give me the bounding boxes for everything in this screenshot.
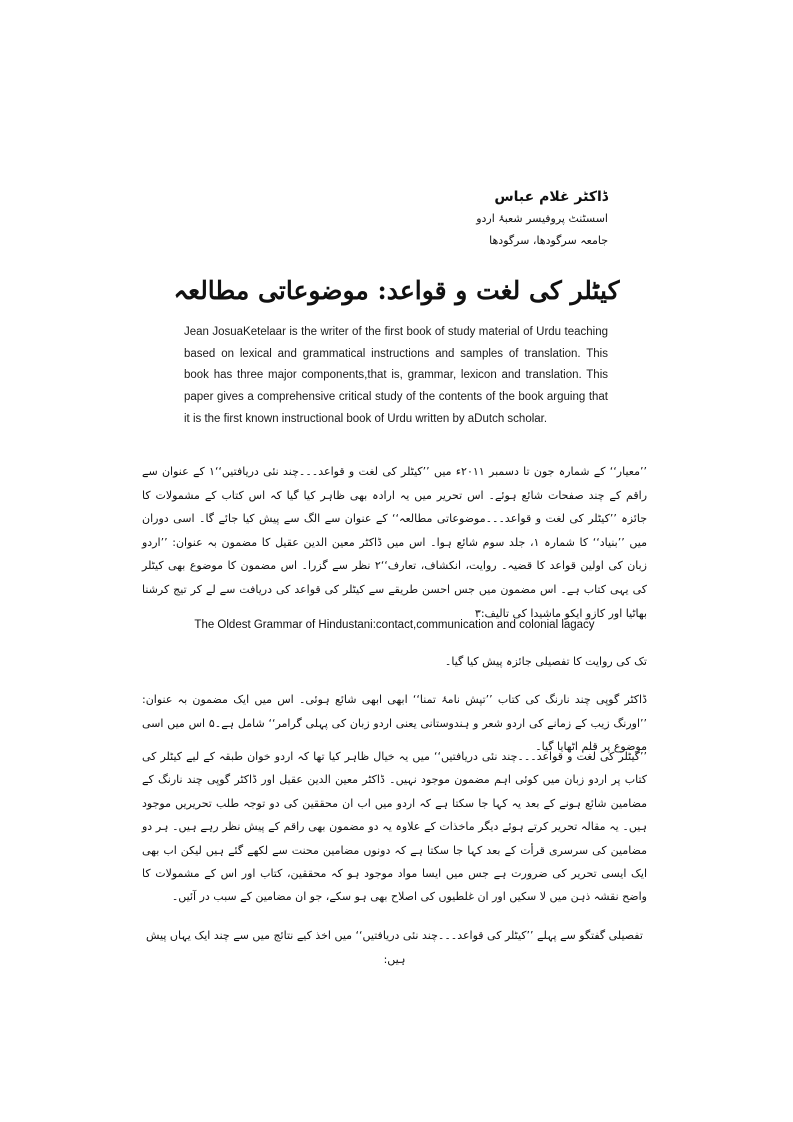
author-block [308, 186, 608, 252]
body-paragraph-5: تفصیلی گفتگو سے پہلے ’’کیٹلر کی قواعد۔۔۔چند نئی دریافتیں‘‘ میں اخذ کیے نتائج میں سے چند ایک یہاں پیش ہیں: [146, 929, 643, 966]
english-book-title: The Oldest Grammar of Hindustani:contact,communication and colonial lagacy [194, 619, 595, 631]
body-paragraph-3: ڈاکٹر گوپی چند نارنگ کی کتاب ’’تپش نامۂ تمنا‘‘ ابھی ابھی شائع ہوئی۔ اس میں ایک مضمون بہ عنوان: ’’اورنگ زیب کے زمانے کی اردو شعر و ہندوستانی یعنی اردو زبان کی پہلی گرامر‘‘ شامل ہے۔۵ اس میں اسی موضوع پر قلم اٹھایا گیا۔ [142, 693, 647, 754]
author-designation: اسسٹنٹ پروفیسر شعبۂ اردو [476, 212, 608, 225]
paper-title: کیٹلر کی لغت و قواعد: موضوعاتی مطالعہ [173, 276, 620, 305]
body-paragraph-4: ’’کیٹلر کی لغت و قواعد۔۔۔چند نئی دریافتیں‘‘ میں یہ خیال ظاہر کیا تھا کہ اردو خوان طبقہ کے لیے کیٹلر کی کتاب پر اردو زبان میں کوئی اہم مضمون موجود نہیں۔ ڈاکٹر معین الدین عقیل اور ڈاکٹر گوپی چند نارنگ کے مضامین شائع ہونے کے بعد یہ کہا جا سکتا ہے کہ اردو میں اب ان محققین کی دو توجہ طلب تحریریں موجود ہیں۔ یہ مقالہ تحریر کرتے ہوئے دیگر ماخذات کے علاوہ یہ دو مضمون بھی راقم کے پیش نظر رہے ہیں۔ ہر دو مضامین کی سرسری قرأت کے بعد کہا جا سکتا ہے کہ دونوں مضامین محنت سے لکھے گئے ہیں لیکن اب بھی ایک ایسی تحریر کی ضرورت ہے جس میں ایسا مواد موجود ہو کہ محققین، کتاب اور اس کے مشمولات کا واضح نقشہ ذہن میں لا سکیں اور ان غلطیوں کی اصلاح بھی ہو سکے، جو ان مضامین کے سبب در آئیں۔ [142, 750, 647, 904]
body-paragraph-1: ’’معیار‘‘ کے شمارہ جون تا دسمبر ۲۰۱۱ء میں ’’کیٹلر کی لغت و قواعد۔۔۔چند نئی دریافتیں‘‘۱ کے عنوان سے راقم کے چند صفحات شائع ہوئے۔ اس تحریر میں یہ ارادہ بھی ظاہر کیا گیا کہ اس کتاب کے مشمولات کا جائزہ ’’کیٹلر کی لغت و قواعد۔۔۔موضوعاتی مطالعہ‘‘ کے عنوان سے الگ سے پیش کیا جائے گا۔ اسی دوران میں ’’بنیاد‘‘ کا شمارہ ۱، جلد سوم شائع ہوا۔ اس میں ڈاکٹر معین الدین عقیل کا مضمون بہ عنوان: ’’اردو زبان کی اولین قواعد کا قضیہ۔ روایت، انکشاف، تعارف‘‘۲ نظر سے گزرا۔ اس مضمون کا موضوع بھی کیٹلر کی یہی کتاب ہے۔ اس مضمون میں جس احسن طریقے سے کیٹلر کی قواعد کی دریافت سے لے کر تیج کرشنا بھاٹیا اور کازو ایکو ماشیدا کی تالیف:۳ [142, 465, 647, 620]
body-paragraph-2: تک کی روایت کا تفصیلی جائزہ پیش کیا گیا۔ [444, 655, 647, 668]
english-abstract: Jean JosuaKetelaar is the writer of the first book of study material of Urdu teaching based on lexical and grammatical instructions and samples of translation. This book has three major components,that is, grammar, lexicon and translation. This paper gives a comprehensive critical study of the contents of the book arguing that it is the first known instructional book of Urdu written by aDutch scholar. [184, 326, 608, 425]
author-university: جامعہ سرگودھا، سرگودھا [489, 234, 608, 247]
author-name: ڈاکٹر غلام عباس [494, 189, 608, 205]
